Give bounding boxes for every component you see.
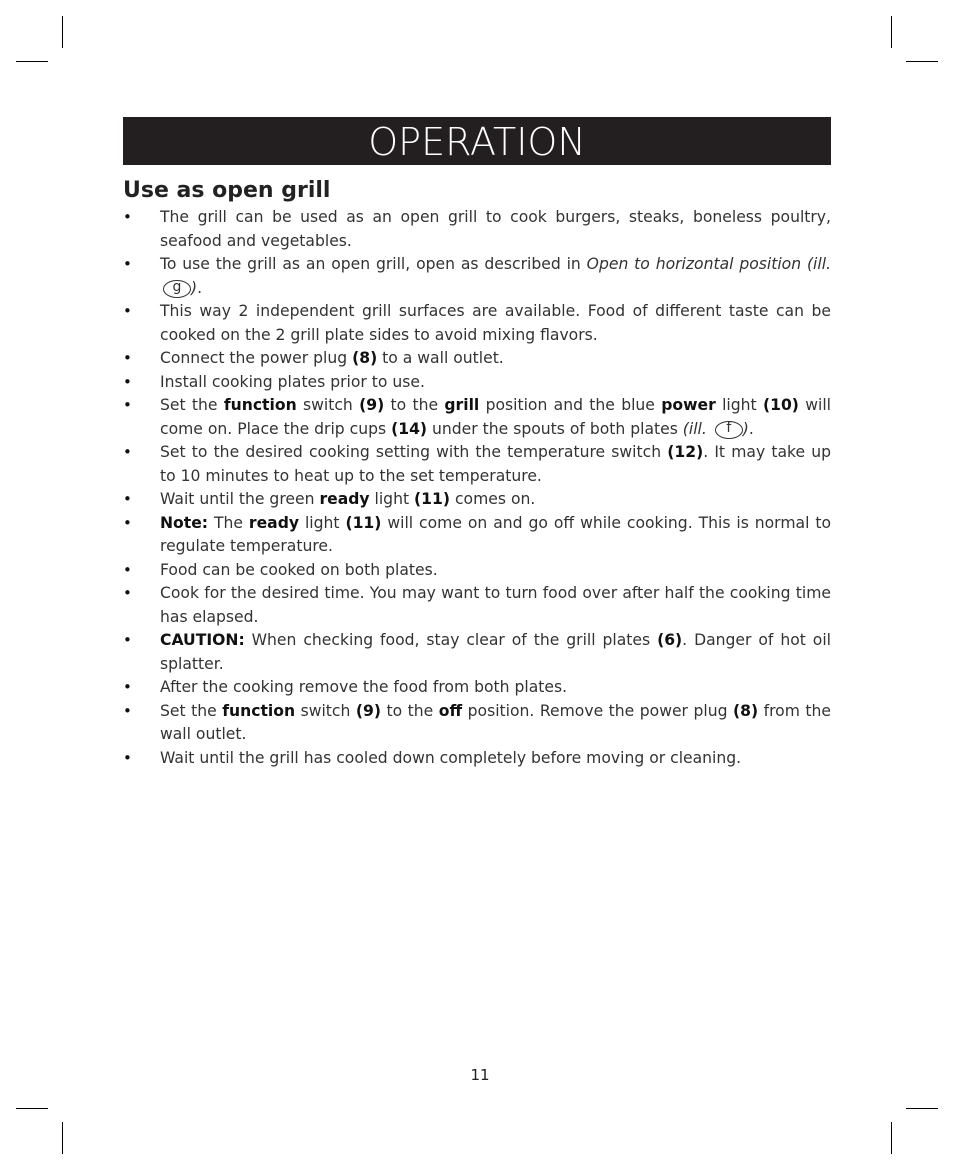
crop-mark xyxy=(16,61,48,62)
list-item: • Food can be cooked on both plates. xyxy=(123,559,831,583)
list-item: • This way 2 independent grill surfaces are available. Food of different taste can be cooked on the 2 grill plate sides to avoid mixing flavors. xyxy=(123,300,831,347)
list-item: • Set the function switch (9) to the off position. Remove the power plug (8) from the wall outlet. xyxy=(123,700,831,747)
crop-mark xyxy=(16,1108,48,1109)
list-item: • To use the grill as an open grill, open as described in Open to horizontal position (ill. g ). xyxy=(123,253,831,300)
list-item: • Wait until the grill has cooled down completely before moving or cleaning. xyxy=(123,747,831,771)
crop-mark xyxy=(891,16,892,48)
list-item: • Set the function switch (9) to the grill position and the blue power light (10) will come on. Place the drip cups (14) under the spouts of both plates (ill. f ). xyxy=(123,394,831,441)
list-item: • Install cooking plates prior to use. xyxy=(123,371,831,395)
list-item: • Cook for the desired time. You may want to turn food over after half the cooking time has elapsed. xyxy=(123,582,831,629)
list-item: • Set to the desired cooking setting with the temperature switch (12). It may take up to 10 minutes to heat up to the set temperature. xyxy=(123,441,831,488)
list-item: • The grill can be used as an open grill to cook burgers, steaks, boneless poultry, seafood and vegetables. xyxy=(123,206,831,253)
crop-mark xyxy=(62,16,63,48)
instruction-list xyxy=(123,206,831,770)
crop-mark xyxy=(906,61,938,62)
section-banner: OPERATION xyxy=(123,117,831,165)
list-item: • Connect the power plug (8) to a wall outlet. xyxy=(123,347,831,371)
page-number: 11 xyxy=(470,1066,490,1084)
list-item: • After the cooking remove the food from both plates. xyxy=(123,676,831,700)
illustration-ref-badge: g xyxy=(163,280,191,298)
list-item: • Note: The ready light (11) will come on and go off while cooking. This is normal to regulate temperature. xyxy=(123,512,831,559)
section-title: Use as open grill xyxy=(123,178,331,203)
illustration-ref-badge: f xyxy=(715,421,743,439)
crop-mark xyxy=(891,1122,892,1154)
list-item: • CAUTION: When checking food, stay clear of the grill plates (6). Danger of hot oil splatter. xyxy=(123,629,831,676)
crop-mark xyxy=(62,1122,63,1154)
list-item: • Wait until the green ready light (11) comes on. xyxy=(123,488,831,512)
crop-mark xyxy=(906,1108,938,1109)
